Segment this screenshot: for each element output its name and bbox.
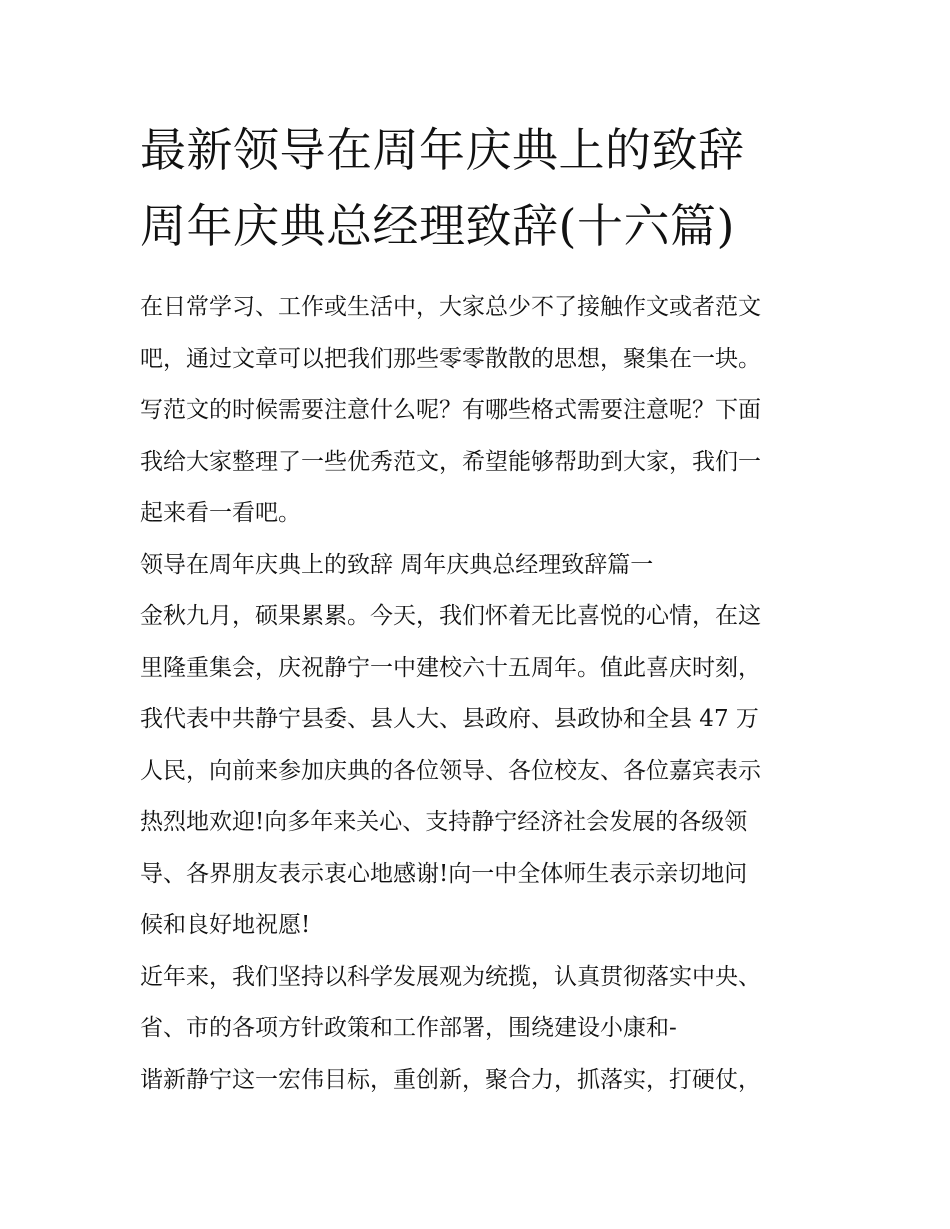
document-page	[140, 112, 820, 1106]
body-line: 谐新静宁这一宏伟目标，重创新，聚合力，抓落实，打硬仗，	[140, 1066, 761, 1093]
body-line: 候和良好地祝愿!	[140, 912, 311, 938]
body-line: 导、各界朋友表示衷心地感谢!向一中全体师生表示亲切地问	[140, 860, 748, 887]
document-title	[140, 112, 820, 264]
document-body	[140, 282, 820, 1106]
body-line: 在日常学习、工作或生活中，大家总少不了接触作文或者范文	[140, 294, 761, 320]
body-line: 里隆重集会，庆祝静宁一中建校六十五周年。值此喜庆时刻，	[140, 654, 761, 681]
body-line: 起来看一看吧。	[140, 500, 301, 526]
body-line: 热烈地欢迎!向多年来关心、支持静宁经济社会发展的各级领	[140, 809, 748, 835]
body-line: 我给大家整理了一些优秀范文，希望能够帮助到大家，我们一	[140, 448, 761, 475]
body-line: 省、市的各项方针政策和工作部署，围绕建设小康和-	[140, 1015, 677, 1041]
body-line: 吧，通过文章可以把我们那些零零散散的思想，聚集在一块。	[140, 345, 761, 372]
section-heading: 领导在周年庆典上的致辞 周年庆典总经理致辞篇一	[140, 551, 654, 578]
body-line: 近年来，我们坚持以科学发展观为统揽，认真贯彻落实中央、	[140, 963, 761, 990]
body-line: 金秋九月，硕果累累。今天，我们怀着无比喜悦的心情，在这	[140, 603, 761, 629]
body-line: 写范文的时候需要注意什么呢？有哪些格式需要注意呢？下面	[140, 397, 761, 423]
title-line-1: 最新领导在周年庆典上的致辞	[140, 123, 745, 177]
body-line: 人民，向前来参加庆典的各位领导、各位校友、各位嘉宾表示	[140, 757, 761, 784]
body-line: 我代表中共静宁县委、县人大、县政府、县政协和全县 47 万	[140, 706, 759, 732]
title-line-2: 周年庆典总经理致辞(十六篇)	[140, 199, 735, 253]
